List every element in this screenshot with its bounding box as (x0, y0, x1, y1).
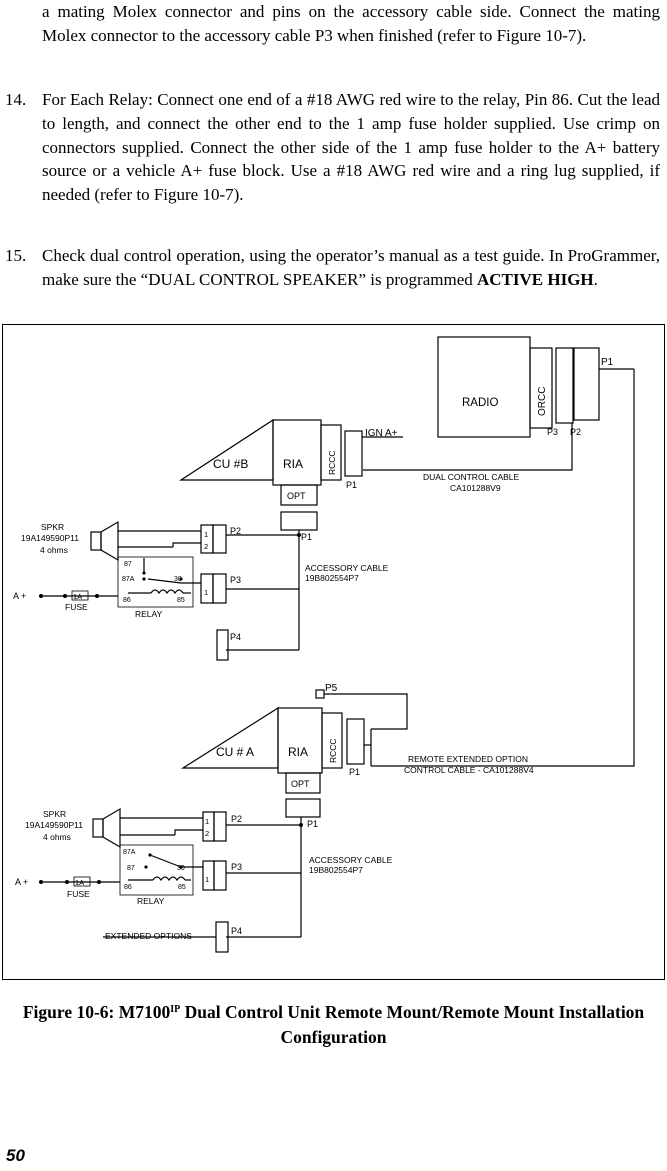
acc-cable-a-label: ACCESSORY CABLE (309, 855, 393, 865)
spkr-a-label: SPKR (43, 809, 67, 819)
intro-paragraph: a mating Molex connector and pins on the accessory cable side. Connect the mating Molex connector to the accessory cable P3 when finished (refer to Figure 10-7). (42, 2, 660, 45)
acc-cable-b-label: ACCESSORY CABLE (305, 563, 389, 573)
relay-b-87: 87 (124, 561, 132, 568)
fuse-a-rating: 1A (75, 878, 85, 887)
cu-b-p1-label: P1 (346, 480, 358, 490)
step-number: 14. (5, 90, 27, 109)
cu-b-wedge (181, 420, 273, 480)
relay-a-85: 85 (178, 884, 186, 891)
relay-b-85: 85 (177, 597, 185, 604)
radio-p3-label: P3 (547, 427, 559, 437)
spkr-b-part: 19A149590P11 (21, 533, 79, 543)
relay-a-86: 86 (124, 884, 132, 891)
caption-prefix: Figure 10-6: M7100 (22, 1002, 171, 1022)
extended-options-label: EXTENDED OPTIONS (105, 931, 192, 941)
opt-b-label: OPT (287, 491, 306, 501)
orcc-label: ORCC (537, 386, 548, 416)
a-plus-b: A + (13, 591, 27, 601)
acc-a-p1-label: P1 (307, 819, 319, 829)
cu-a-label: CU # A (216, 745, 255, 759)
cu-a-p1-lower (286, 799, 320, 817)
step-text (42, 244, 660, 292)
relay-b-30: 30 (174, 576, 182, 583)
pin-1: 1 (205, 817, 210, 826)
dual-cable-part: CA101288V9 (450, 483, 501, 493)
pin-2: 2 (204, 542, 209, 551)
relay-b-86: 86 (123, 597, 131, 604)
upper-p4-label: P4 (230, 632, 242, 642)
cu-b-ria (273, 420, 321, 485)
ria-b-label: RIA (283, 457, 304, 471)
radio-p2-label: P2 (570, 427, 582, 437)
cu-a-ria (278, 708, 322, 773)
page-number: 50 (6, 1146, 25, 1165)
wiring-diagram (2, 324, 665, 980)
p5-label: P5 (325, 683, 338, 694)
fuse-a-label: FUSE (67, 889, 90, 899)
step-text-main: Check dual control operation, using the operator’s manual as a test guide. In ProGrammer, make sure the “DUAL CONTROL SPEAKER” is programmed (42, 246, 660, 289)
spkr-a-ohms: 4 ohms (43, 832, 71, 842)
upper-p3-label: P3 (230, 575, 242, 585)
relay-a-87a: 87A (123, 849, 136, 856)
cu-a-p1 (347, 719, 364, 764)
dual-cable-label: DUAL CONTROL CABLE (423, 472, 520, 482)
fuse-b-label: FUSE (65, 602, 88, 612)
figure-caption (0, 997, 667, 1050)
cu-b-label: CU #B (213, 457, 249, 471)
radio-box (438, 337, 530, 437)
ria-a-label: RIA (288, 745, 309, 759)
upper-p2-label: P2 (230, 526, 242, 536)
caption-superscript: IP (170, 1004, 181, 1015)
step-emphasis: ACTIVE HIGH (477, 269, 594, 289)
acc-b-p1-label: P1 (301, 532, 313, 542)
relay-b-label: RELAY (135, 609, 163, 619)
pin-1: 1 (204, 588, 209, 597)
cu-a-p1-label: P1 (349, 767, 361, 777)
spkr-a-part: 19A149590P11 (25, 820, 83, 830)
wiring-diagram-svg (3, 325, 666, 981)
ign-label: IGN A+ (365, 428, 398, 439)
caption-suffix: Dual Control Unit Remote Mount/Remote Mount Installation Configuration (180, 1002, 645, 1047)
step-text: For Each Relay: Connect one end of a #18 AWG red wire to the relay, Pin 86. Cut the lead to length, and connect the other end to the 1 amp fuse holder supplied. Use crimp on connectors supplied. Connect the other side of the 1 amp fuse holder to the A+ battery source or a vehicle A+ fuse block. Use a #18 AWG red wire and a ring lug supplied, if needed (refer to Figure 10-7). (42, 90, 660, 205)
cu-b-p1-lower (281, 512, 317, 530)
relay-b-87a: 87A (122, 576, 135, 583)
pin-1: 1 (204, 530, 209, 539)
acc-cable-a-part: 19B802554P7 (309, 865, 363, 875)
spkr-b-ohms: 4 ohms (40, 545, 68, 555)
pin-2: 2 (205, 829, 210, 838)
relay-a-30: 30 (177, 865, 185, 872)
radio-p1-label: P1 (601, 357, 614, 368)
pin-1: 1 (205, 875, 210, 884)
fuse-b-rating: 1A (73, 592, 83, 601)
lower-p4-label: P4 (231, 926, 243, 936)
relay-a-87: 87 (127, 865, 135, 872)
remote-cable-label: REMOTE EXTENDED OPTION (408, 754, 528, 764)
rccc-b-label: RCCC (327, 450, 337, 475)
lower-p3-label: P3 (231, 862, 243, 872)
cu-b-p1 (345, 431, 362, 476)
relay-a-label: RELAY (137, 896, 165, 906)
a-plus-a: A + (15, 877, 29, 887)
p3-radio-connector (556, 348, 573, 423)
radio-label: RADIO (462, 397, 499, 409)
step-end: . (593, 269, 598, 289)
p2-radio-connector (574, 348, 599, 420)
cu-a-wedge (183, 708, 278, 768)
remote-cable-part: CONTROL CABLE - CA101288V4 (404, 765, 534, 775)
spkr-b-label: SPKR (41, 522, 65, 532)
opt-a-label: OPT (291, 779, 310, 789)
rccc-a-label: RCCC (328, 738, 338, 763)
acc-cable-b-part: 19B802554P7 (305, 573, 359, 583)
lower-p2-label: P2 (231, 814, 243, 824)
step-number: 15. (5, 246, 27, 265)
